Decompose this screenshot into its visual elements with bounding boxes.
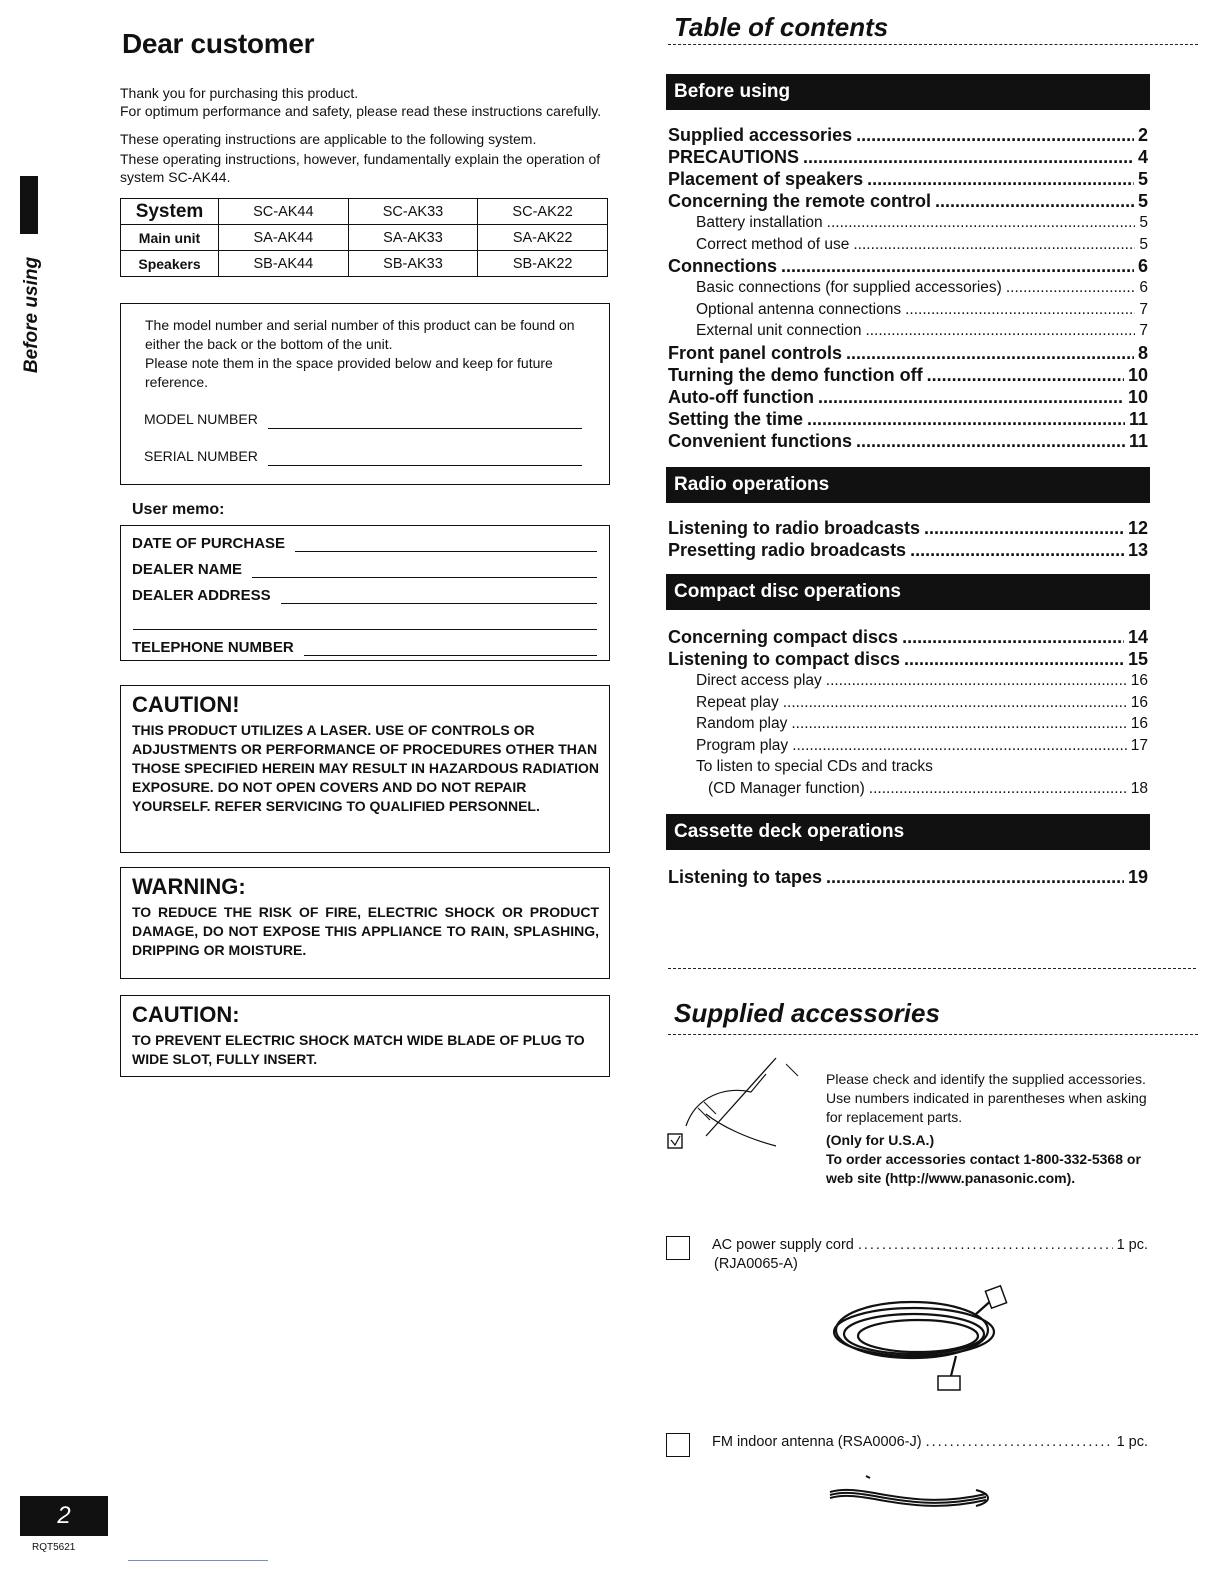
accessories-intro: Please check and identify the supplied accessories. Use numbers indicated in parentheses when asking for replacement parts. (Only for U.S.A.) To order accessories contact 1-800-332-5368 or web site (http://www.panasonic.com). <box>826 1071 1147 1186</box>
toc-entry-label: Optional antenna connections <box>696 300 902 318</box>
table-cell: SB-AK33 <box>348 251 478 277</box>
toc-entry-page: 13 <box>1127 540 1148 560</box>
toc-entry[interactable] <box>668 539 1148 561</box>
leader-dots <box>826 866 1124 888</box>
left-column <box>120 28 610 1077</box>
leader-dots <box>807 408 1125 430</box>
warning-box: WARNING: TO REDUCE THE RISK OF FIRE, ELECTRIC SHOCK OR PRODUCT DAMAGE, DO NOT EXPOSE THIS APPLIANCE TO RAIN, SPLASHING, DRIPPING OR MOISTURE. <box>120 867 610 979</box>
table-cell: SA-AK44 <box>219 225 349 251</box>
user-memo-title: User memo: <box>132 501 225 518</box>
toc-entry-label: Repeat play <box>696 693 779 711</box>
table-cell: SC-AK44 <box>219 199 349 225</box>
leader-dots <box>1006 277 1136 299</box>
pen-checkmark-illustration <box>666 1056 806 1156</box>
toc-entry[interactable] <box>668 124 1148 146</box>
toc-entry-page: 4 <box>1137 147 1148 167</box>
toc-entry[interactable] <box>668 778 1148 800</box>
table-row <box>121 199 608 225</box>
toc-entry[interactable] <box>668 670 1148 692</box>
toc-entry-page: 5 <box>1139 235 1148 253</box>
toc-entry-page: 6 <box>1139 279 1148 296</box>
table-row <box>121 225 608 251</box>
toc-entry-page: 12 <box>1127 518 1148 538</box>
user-memo-box <box>120 525 610 661</box>
toc-entry-page: 10 <box>1127 386 1148 407</box>
laser-caution-box: CAUTION! THIS PRODUCT UTILIZES A LASER. USE OF CONTROLS OR ADJUSTMENTS OR PERFORMANCE OF PROCEDURES OTHER THAN THOSE SPECIFIED HEREIN MAY RESULT IN HAZARDOUS RADIATION EXPOSURE. DO NOT OPEN COVERS AND DO NOT REPAIR YOURSELF. REFER SERVICING TO QUALIFIED PERSONNEL. <box>120 685 610 853</box>
leader-dots <box>827 212 1136 234</box>
toc-entry[interactable] <box>668 430 1148 452</box>
toc-entry-page: 10 <box>1127 364 1148 385</box>
toc-entry-label: Correct method of use <box>696 235 850 253</box>
row-header: System <box>121 199 219 225</box>
footer-line <box>128 1560 268 1561</box>
toc-entry-page: 18 <box>1130 779 1148 797</box>
fm-antenna-illustration <box>826 1472 996 1522</box>
toc-entry-label: Listening to compact discs <box>668 649 901 669</box>
checkbox[interactable] <box>666 1433 690 1457</box>
document-code: RQT5621 <box>32 1542 76 1553</box>
toc-entry[interactable] <box>668 713 1148 735</box>
leader-dots <box>846 342 1134 364</box>
toc-divider <box>668 44 1198 45</box>
toc-entry-page: 6 <box>1137 256 1148 276</box>
leader-dots <box>902 626 1124 648</box>
toc-entry-label: Program play <box>696 736 789 754</box>
table-cell: SB-AK22 <box>478 251 608 277</box>
toc-entry-label: Convenient functions <box>668 430 852 451</box>
serial-number-box: The model number and serial number of this product can be found on either the back or the bottom of the unit. Please note them in the space provided below and keep for future reference. MODEL NUMBER SERIAL NUMBER <box>120 303 610 485</box>
side-section-label: Before using <box>21 256 42 374</box>
toc-entry-page: 15 <box>1127 649 1148 669</box>
toc-list <box>668 626 1148 799</box>
page-number: 2 <box>20 1496 108 1536</box>
toc-entry[interactable] <box>668 626 1148 648</box>
system-table <box>120 198 608 277</box>
accessory-item: FM indoor antenna (RSA0006-J) ..... 1 pc. <box>666 1433 1148 1452</box>
table-cell: SB-AK44 <box>219 251 349 277</box>
toc-section-header: Before using <box>666 74 1150 110</box>
table-row <box>121 251 608 277</box>
leader-dots <box>791 713 1126 735</box>
toc-entry-label: To listen to special CDs and tracks <box>696 758 933 775</box>
toc-entry-label: Front panel controls <box>668 342 843 363</box>
toc-entry-label: External unit connection <box>696 322 862 339</box>
table-cell: SC-AK22 <box>478 199 608 225</box>
row-header: Speakers <box>121 251 219 277</box>
toc-section-header: Cassette deck operations <box>666 814 1150 850</box>
toc-entry[interactable] <box>668 255 1148 277</box>
toc-entry[interactable] <box>668 320 1148 342</box>
accessory-item: AC power supply cord ..... 1 pc. (RJA0065-A) <box>666 1236 1148 1274</box>
serial-number-line: SERIAL NUMBER <box>144 447 582 466</box>
toc-entry[interactable] <box>668 212 1148 234</box>
toc-entry-page: 7 <box>1139 300 1148 318</box>
dealer-address-line: DEALER ADDRESS <box>132 586 597 604</box>
toc-entry[interactable] <box>668 364 1148 386</box>
row-header: Main unit <box>121 225 219 251</box>
model-number-line: MODEL NUMBER <box>144 410 582 429</box>
leader-dots <box>865 320 1135 342</box>
toc-entry-label: Connections <box>668 256 778 276</box>
leader-dots <box>910 539 1124 561</box>
toc-entry-label: Concerning compact discs <box>668 627 899 647</box>
toc-entry[interactable] <box>668 756 1148 778</box>
toc-entry-label: Random play <box>696 715 788 732</box>
toc-section-header: Radio operations <box>666 467 1150 503</box>
leader-dots <box>924 517 1124 539</box>
leader-dots <box>818 386 1124 408</box>
toc-entry-label: Turning the demo function off <box>668 364 923 385</box>
checkbox[interactable] <box>666 1236 690 1260</box>
leader-dots <box>904 648 1124 670</box>
toc-entry[interactable] <box>668 692 1148 714</box>
leader-dots <box>867 168 1134 190</box>
toc-entry-page: 2 <box>1137 125 1148 145</box>
toc-section-header: Compact disc operations <box>666 574 1150 610</box>
accessories-divider <box>668 1034 1198 1035</box>
toc-list <box>668 517 1148 561</box>
toc-entry[interactable] <box>668 168 1148 190</box>
toc-entry[interactable] <box>668 342 1148 364</box>
toc-entry[interactable] <box>668 386 1148 408</box>
toc-entry[interactable] <box>668 517 1148 539</box>
date-of-purchase-line: DATE OF PURCHASE <box>132 534 597 552</box>
toc-entry[interactable] <box>668 735 1148 757</box>
toc-entry[interactable] <box>668 277 1148 299</box>
page-title: Dear customer <box>122 28 315 59</box>
leader-dots <box>905 299 1135 321</box>
toc-entry-label: Basic connections (for supplied accessories) <box>696 279 1002 296</box>
leader-dots <box>792 735 1127 757</box>
toc-entry-label: Setting the time <box>668 408 804 429</box>
toc-entry-label: Concerning the remote control <box>668 191 932 211</box>
toc-entry-label: Listening to radio broadcasts <box>668 518 921 538</box>
toc-entry-page: 11 <box>1128 408 1148 429</box>
toc-entry[interactable] <box>668 234 1148 256</box>
ac-power-cord-illustration <box>826 1284 1016 1394</box>
leader-dots <box>935 190 1134 212</box>
toc-entry[interactable] <box>668 190 1148 212</box>
toc-entry[interactable] <box>668 648 1148 670</box>
leader-dots <box>856 430 1125 452</box>
toc-entry-label: Listening to tapes <box>668 867 823 887</box>
leader-dots <box>826 670 1127 692</box>
toc-entry-label: Presetting radio broadcasts <box>668 540 907 560</box>
toc-entry-label: Supplied accessories <box>668 125 853 145</box>
leader-dots <box>783 692 1127 714</box>
plug-caution-box: CAUTION: TO PREVENT ELECTRIC SHOCK MATCH WIDE BLADE OF PLUG TO WIDE SLOT, FULLY INSERT. <box>120 995 610 1077</box>
toc-entry-page: 11 <box>1128 430 1148 451</box>
leader-dots <box>781 255 1134 277</box>
toc-entry[interactable] <box>668 299 1148 321</box>
intro-text: Thank you for purchasing this product. For optimum performance and safety, please read these instructions carefully. These operating instructions are applicable to the following system. These operating instructions, however, fundamentally explain the operation of system SC-AK44. <box>120 85 602 185</box>
toc-entry-page: 17 <box>1130 736 1148 754</box>
table-cell: SA-AK33 <box>348 225 478 251</box>
toc-entry-label: Auto-off function <box>668 386 814 407</box>
toc-entry-label: PRECAUTIONS <box>668 147 800 167</box>
telephone-line: TELEPHONE NUMBER <box>132 638 597 656</box>
toc-entry-page: 7 <box>1139 322 1148 339</box>
toc-entry-page: 14 <box>1127 627 1148 647</box>
toc-entry-label: Battery installation <box>696 214 823 231</box>
toc-entry-page: 16 <box>1130 693 1148 711</box>
accessories-title: Supplied accessories <box>674 998 940 1028</box>
toc-entry[interactable] <box>668 866 1148 888</box>
dealer-name-line: DEALER NAME <box>132 560 597 578</box>
table-cell: SC-AK33 <box>348 199 478 225</box>
toc-entry-page: 8 <box>1137 342 1148 363</box>
toc-list <box>668 124 1148 452</box>
toc-entry-label: (CD Manager function) <box>708 779 865 797</box>
section-marker <box>20 176 38 234</box>
table-cell: SA-AK22 <box>478 225 608 251</box>
leader-dots <box>803 146 1134 168</box>
toc-list <box>668 866 1148 888</box>
leader-dots <box>856 124 1134 146</box>
toc-entry-page: 19 <box>1127 867 1148 887</box>
toc-title: Table of contents <box>674 12 889 42</box>
toc-entry-label: Placement of speakers <box>668 169 864 189</box>
toc-entry-page: 16 <box>1130 672 1148 689</box>
toc-entry[interactable] <box>668 146 1148 168</box>
toc-entry-page: 5 <box>1137 169 1148 189</box>
leader-dots <box>869 778 1127 800</box>
toc-entry[interactable] <box>668 408 1148 430</box>
section-divider <box>668 968 1196 969</box>
blank-line <box>133 612 597 630</box>
toc-entry-page: 16 <box>1130 715 1148 732</box>
toc-entry-label: Direct access play <box>696 672 822 689</box>
leader-dots <box>927 364 1124 386</box>
toc-entry-page: 5 <box>1137 191 1148 211</box>
toc-entry-page: 5 <box>1139 214 1148 231</box>
leader-dots <box>853 234 1135 256</box>
